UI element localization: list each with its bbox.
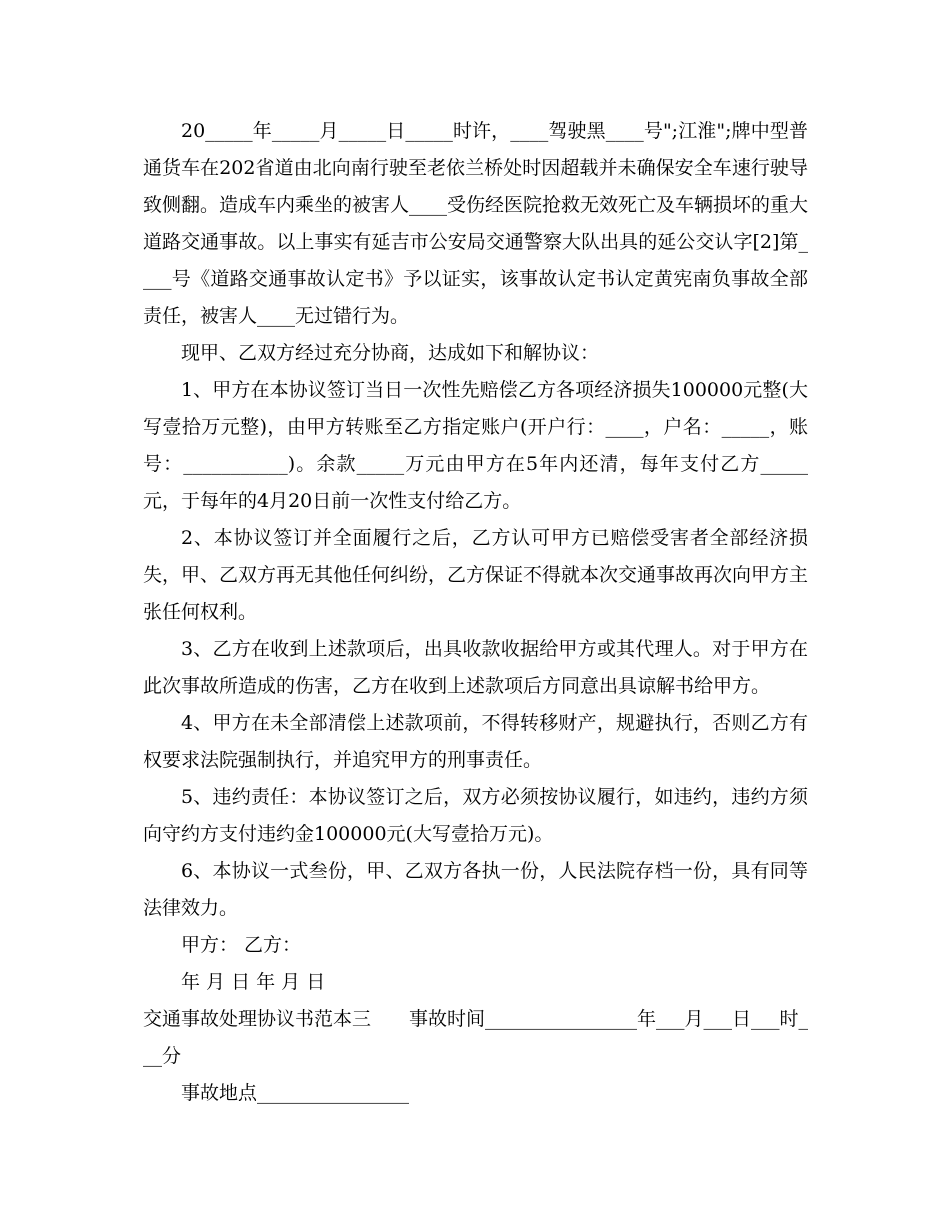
paragraph-agreement-intro: 现甲、乙双方经过充分协商，达成如下和解协议： <box>181 342 600 364</box>
paragraph-clause-2: 2、本协议签订并全面履行之后，乙方认可甲方已赔偿受害者全部经济损失，甲、乙双方再无其他任何纠纷，乙方保证不得就本次交通事故再次向甲方主张任何权利。 <box>143 527 809 623</box>
signature-dates: 年 月 日 年 月 日 <box>181 971 326 993</box>
document-body <box>143 113 808 1112</box>
accident-location-line: 事故地点________________ <box>181 1082 410 1104</box>
paragraph-clause-4: 4、甲方在未全部清偿上述款项前，不得转移财产，规避执行，否则乙方有权要求法院强制执行，并追究甲方的刑事责任。 <box>143 712 808 771</box>
paragraph-accident-facts: 20_____年_____月_____日_____时许，____驾驶黑____号";江淮";牌中型普通货车在202省道由北向南行驶至老依兰桥处时因超载并未确保安全车速行驶导致侧翻。造成车内乘坐的被害人____受伤经医院抢救无效死亡及车辆损坏的重大道路交通事故。以上事实有延吉市公安局交通警察大队出具的延公交认字[2]第____号《道路交通事故认定书》予以证实，该事故认定书认定黄宪南负事故全部责任，被害人____无过错行为。 <box>143 120 809 327</box>
paragraph-clause-3: 3、乙方在收到上述款项后，出具收款收据给甲方或其代理人。对于甲方在此次事故所造成的伤害，乙方在收到上述款项后方同意出具谅解书给甲方。 <box>143 638 808 697</box>
template-three-heading: 交通事故处理协议书范本三 事故时间________________年___月___日___时___分 <box>143 1008 809 1067</box>
paragraph-clause-1: 1、甲方在本协议签订当日一次性先赔偿乙方各项经济损失100000元整(大写壹拾万元整)，由甲方转账至乙方指定账户(开户行：____，户名：_____，账号：___________)。余款_____万元由甲方在5年内还清，每年支付乙方_____元，于每年的4月20日前一次性支付给乙方。 <box>143 379 808 512</box>
paragraph-clause-5: 5、违约责任：本协议签订之后，双方必须按协议履行，如违约，违约方须向守约方支付违约金100000元(大写壹拾万元)。 <box>143 786 808 845</box>
signature-parties: 甲方： 乙方： <box>181 934 302 956</box>
paragraph-clause-6: 6、本协议一式叁份，甲、乙双方各执一份，人民法院存档一份，具有同等法律效力。 <box>143 860 808 919</box>
